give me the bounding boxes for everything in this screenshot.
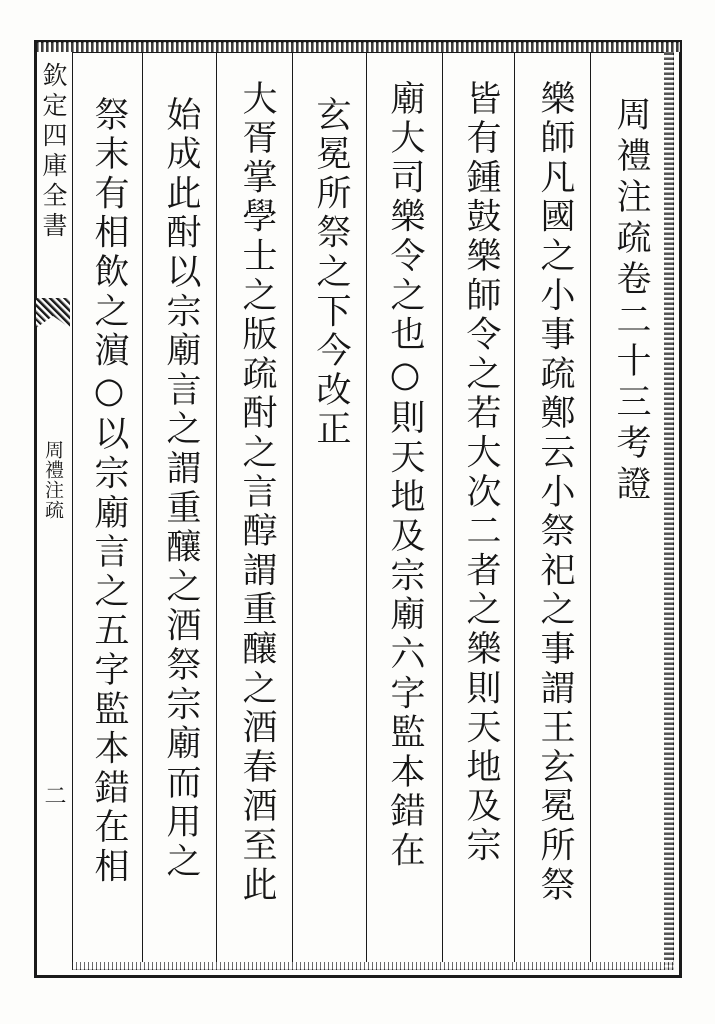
text-column: 廟大司樂令之也○則天地及宗廟六字監本錯在 xyxy=(385,80,425,871)
text-column: 皆有鍾鼓樂師令之若大次二者之樂則天地及宗 xyxy=(461,80,501,866)
text-column: 玄冕所祭之下今改正 xyxy=(311,96,351,450)
column-divider xyxy=(442,52,443,962)
text-column: 祭末有相飲之濵○以宗廟言之五字監本錯在相 xyxy=(89,96,129,887)
page-number: 二 xyxy=(41,784,66,806)
book-title: 周禮注疏 xyxy=(42,440,64,520)
top-border-strip xyxy=(36,42,680,52)
chapter-title: 周禮注疏卷二十三考證 xyxy=(611,96,651,506)
text-column: 大胥掌學士之版疏酎之言醇謂重釀之酒春酒至此 xyxy=(237,80,277,906)
collection-title: 欽定四庫全書 xyxy=(39,62,68,242)
text-column: 樂師凡國之小事疏鄭云小祭祀之事謂王玄冕所祭 xyxy=(535,80,575,906)
text-column: 始成此酎以宗廟言之謂重釀之酒祭宗廟而用之 xyxy=(161,96,201,882)
